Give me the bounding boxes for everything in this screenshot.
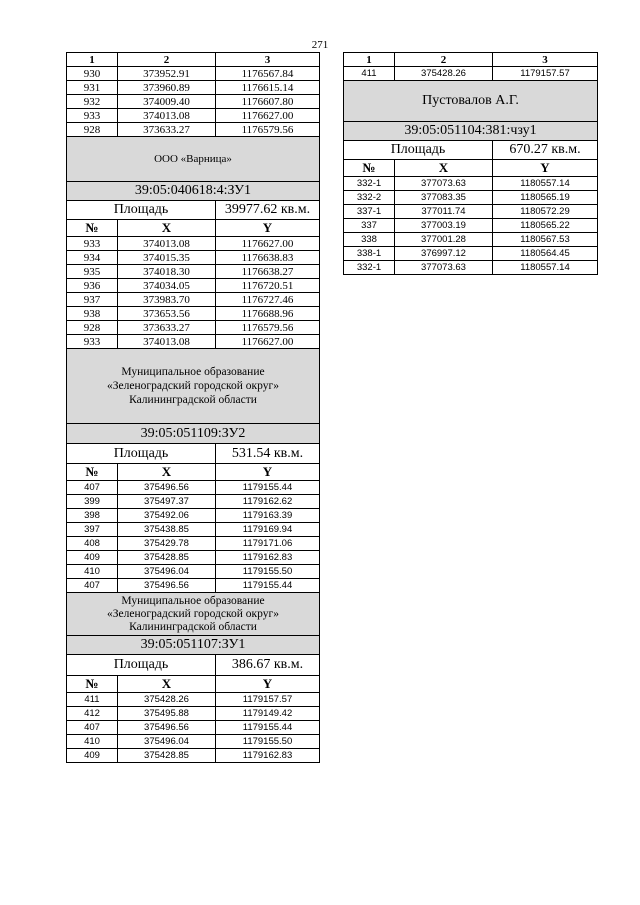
- point-number: 928: [67, 123, 118, 137]
- table-row: [67, 81, 320, 95]
- table-row: [67, 707, 320, 721]
- table-row: [67, 237, 320, 251]
- area-row: [67, 444, 320, 464]
- table-row: [67, 279, 320, 293]
- x-coordinate: 374018.30: [118, 265, 216, 279]
- table-row: [67, 67, 320, 81]
- table-row: [344, 233, 598, 247]
- cadastral-number: 39:05:040618:4:ЗУ1: [67, 182, 320, 201]
- x-coordinate: 375428.85: [118, 749, 216, 763]
- y-coordinate: 1176638.27: [216, 265, 320, 279]
- header-row: [344, 53, 598, 67]
- table-row: [67, 749, 320, 763]
- y-coordinate: 1180557.14: [493, 261, 598, 275]
- header-cell: 1: [344, 53, 395, 67]
- x-coordinate: 374034.05: [118, 279, 216, 293]
- x-coordinate: 375429.78: [118, 537, 216, 551]
- point-number: 337-1: [344, 205, 395, 219]
- table-row: [67, 523, 320, 537]
- x-coordinate: 377011.74: [395, 205, 493, 219]
- col-x: X: [118, 464, 216, 481]
- table-row: [344, 261, 598, 275]
- point-number: 408: [67, 537, 118, 551]
- table-row: [67, 495, 320, 509]
- header-cell: 2: [395, 53, 493, 67]
- y-coordinate: 1179163.39: [216, 509, 320, 523]
- area-label: Площадь: [67, 201, 216, 220]
- point-number: 338: [344, 233, 395, 247]
- point-number: 933: [67, 237, 118, 251]
- y-coordinate: 1179155.44: [216, 579, 320, 593]
- point-number: 410: [67, 565, 118, 579]
- point-number: 933: [67, 109, 118, 123]
- point-number: 398: [67, 509, 118, 523]
- col-no: №: [67, 464, 118, 481]
- table-row: [344, 219, 598, 233]
- left-coordinates-table: [66, 52, 320, 763]
- right-coordinates-table: [343, 52, 598, 275]
- owner-name: ООО «Варница»: [67, 137, 320, 182]
- point-number: 937: [67, 293, 118, 307]
- table-row: [67, 251, 320, 265]
- x-coordinate: 375497.37: [118, 495, 216, 509]
- point-number: 934: [67, 251, 118, 265]
- x-coordinate: 375438.85: [118, 523, 216, 537]
- y-coordinate: 1180557.14: [493, 177, 598, 191]
- y-coordinate: 1179157.57: [493, 67, 598, 81]
- table-row: [67, 123, 320, 137]
- y-coordinate: 1180565.22: [493, 219, 598, 233]
- table-row: [67, 721, 320, 735]
- owner-line: Калининградской области: [129, 620, 257, 633]
- y-coordinate: 1176688.96: [216, 307, 320, 321]
- header-row: [67, 53, 320, 67]
- x-coordinate: 377073.63: [395, 261, 493, 275]
- axes-row: [67, 676, 320, 693]
- point-number: 928: [67, 321, 118, 335]
- area-label: Площадь: [67, 655, 216, 676]
- x-coordinate: 373633.27: [118, 321, 216, 335]
- y-coordinate: 1179162.83: [216, 551, 320, 565]
- area-label: Площадь: [67, 444, 216, 464]
- table-row: [67, 95, 320, 109]
- y-coordinate: 1180572.29: [493, 205, 598, 219]
- y-coordinate: 1179157.57: [216, 693, 320, 707]
- table-row: [344, 67, 598, 81]
- x-coordinate: 377003.19: [395, 219, 493, 233]
- y-coordinate: 1180565.19: [493, 191, 598, 205]
- x-coordinate: 377083.35: [395, 191, 493, 205]
- x-coordinate: 373633.27: [118, 123, 216, 137]
- header-cell: 3: [216, 53, 320, 67]
- y-coordinate: 1179155.50: [216, 565, 320, 579]
- x-coordinate: 375428.26: [395, 67, 493, 81]
- y-coordinate: 1176638.83: [216, 251, 320, 265]
- x-coordinate: 375496.56: [118, 481, 216, 495]
- cadastral-number: 39:05:051107:ЗУ1: [67, 636, 320, 655]
- x-coordinate: 374009.40: [118, 95, 216, 109]
- x-coordinate: 375496.56: [118, 721, 216, 735]
- y-coordinate: 1179162.62: [216, 495, 320, 509]
- table-row: [344, 177, 598, 191]
- col-x: X: [118, 220, 216, 237]
- point-number: 930: [67, 67, 118, 81]
- table-row: [67, 321, 320, 335]
- x-coordinate: 375496.56: [118, 579, 216, 593]
- table-row: [67, 265, 320, 279]
- owner-row: [67, 349, 320, 424]
- header-cell: 2: [118, 53, 216, 67]
- point-number: 338-1: [344, 247, 395, 261]
- table-row: [344, 205, 598, 219]
- point-number: 411: [67, 693, 118, 707]
- col-no: №: [344, 160, 395, 177]
- point-number: 931: [67, 81, 118, 95]
- col-y: Y: [216, 220, 320, 237]
- owner-row: [67, 137, 320, 182]
- point-number: 936: [67, 279, 118, 293]
- point-number: 332-2: [344, 191, 395, 205]
- x-coordinate: 373653.56: [118, 307, 216, 321]
- owner-line: «Зеленоградский городской округ»: [107, 607, 279, 620]
- block2-rows: [67, 481, 320, 593]
- x-coordinate: 374013.08: [118, 237, 216, 251]
- owner-row: [344, 81, 598, 122]
- cadastral-number: 39:05:051109:ЗУ2: [67, 424, 320, 444]
- table-row: [67, 579, 320, 593]
- table-row: [67, 735, 320, 749]
- block1-rows: [67, 237, 320, 349]
- cadastral-row: [67, 424, 320, 444]
- y-coordinate: 1180564.45: [493, 247, 598, 261]
- col-x: X: [395, 160, 493, 177]
- point-number: 397: [67, 523, 118, 537]
- y-coordinate: 1176579.56: [216, 123, 320, 137]
- y-coordinate: 1176579.56: [216, 321, 320, 335]
- area-value: 386.67 кв.м.: [216, 655, 320, 676]
- x-coordinate: 375496.04: [118, 565, 216, 579]
- cadastral-row: [67, 636, 320, 655]
- cadastral-number: 39:05:051104:381:чзу1: [344, 122, 598, 141]
- x-coordinate: 374015.35: [118, 251, 216, 265]
- table-row: [67, 293, 320, 307]
- block3-rows: [67, 693, 320, 763]
- col-no: №: [67, 220, 118, 237]
- left-top-rows: [67, 67, 320, 137]
- y-coordinate: 1179171.06: [216, 537, 320, 551]
- table-row: [67, 565, 320, 579]
- table-row: [67, 109, 320, 123]
- cadastral-row: [344, 122, 598, 141]
- block1-rows: [344, 177, 598, 275]
- x-coordinate: 375496.04: [118, 735, 216, 749]
- point-number: 332-1: [344, 177, 395, 191]
- owner-line: Муниципальное образование: [121, 366, 265, 378]
- table-row: [67, 693, 320, 707]
- owner-line: «Зеленоградский городской округ»: [107, 380, 279, 392]
- point-number: 409: [67, 551, 118, 565]
- x-coordinate: 376997.12: [395, 247, 493, 261]
- owner-name: [67, 593, 320, 636]
- area-label: Площадь: [344, 141, 493, 160]
- y-coordinate: 1176720.51: [216, 279, 320, 293]
- y-coordinate: 1179155.50: [216, 735, 320, 749]
- y-coordinate: 1176627.00: [216, 335, 320, 349]
- col-no: №: [67, 676, 118, 693]
- point-number: 407: [67, 721, 118, 735]
- x-coordinate: 373983.70: [118, 293, 216, 307]
- y-coordinate: 1179155.44: [216, 481, 320, 495]
- area-row: [67, 655, 320, 676]
- x-coordinate: 373952.91: [118, 67, 216, 81]
- right-top-rows: [344, 67, 598, 81]
- table-row: [344, 247, 598, 261]
- axes-row: [67, 220, 320, 237]
- y-coordinate: 1179169.94: [216, 523, 320, 537]
- point-number: 332-1: [344, 261, 395, 275]
- table-row: [67, 537, 320, 551]
- point-number: 933: [67, 335, 118, 349]
- header-cell: 1: [67, 53, 118, 67]
- y-coordinate: 1176567.84: [216, 67, 320, 81]
- point-number: 399: [67, 495, 118, 509]
- table-row: [67, 481, 320, 495]
- point-number: 935: [67, 265, 118, 279]
- point-number: 410: [67, 735, 118, 749]
- point-number: 407: [67, 579, 118, 593]
- x-coordinate: 375428.26: [118, 693, 216, 707]
- axes-row: [344, 160, 598, 177]
- y-coordinate: 1179162.83: [216, 749, 320, 763]
- col-y: Y: [216, 464, 320, 481]
- area-value: 670.27 кв.м.: [493, 141, 598, 160]
- axes-row: [67, 464, 320, 481]
- x-coordinate: 375492.06: [118, 509, 216, 523]
- owner-name: [67, 349, 320, 424]
- table-row: [67, 509, 320, 523]
- x-coordinate: 377073.63: [395, 177, 493, 191]
- owner-name: Пустовалов А.Г.: [344, 81, 598, 122]
- header-cell: 3: [493, 53, 598, 67]
- y-coordinate: 1180567.53: [493, 233, 598, 247]
- area-value: 39977.62 кв.м.: [216, 201, 320, 220]
- y-coordinate: 1179155.44: [216, 721, 320, 735]
- point-number: 337: [344, 219, 395, 233]
- x-coordinate: 373960.89: [118, 81, 216, 95]
- area-row: [67, 201, 320, 220]
- x-coordinate: 374013.08: [118, 335, 216, 349]
- page-number: 271: [311, 39, 329, 51]
- col-x: X: [118, 676, 216, 693]
- y-coordinate: 1176627.00: [216, 237, 320, 251]
- table-row: [67, 335, 320, 349]
- table-row: [344, 191, 598, 205]
- x-coordinate: 375495.88: [118, 707, 216, 721]
- y-coordinate: 1176627.00: [216, 109, 320, 123]
- owner-line: Муниципальное образование: [121, 594, 265, 607]
- x-coordinate: 377001.28: [395, 233, 493, 247]
- table-row: [67, 307, 320, 321]
- y-coordinate: 1176607.80: [216, 95, 320, 109]
- y-coordinate: 1179149.42: [216, 707, 320, 721]
- col-y: Y: [216, 676, 320, 693]
- point-number: 932: [67, 95, 118, 109]
- owner-row: [67, 593, 320, 636]
- cadastral-row: [67, 182, 320, 201]
- table-row: [67, 551, 320, 565]
- point-number: 938: [67, 307, 118, 321]
- point-number: 409: [67, 749, 118, 763]
- col-y: Y: [493, 160, 598, 177]
- x-coordinate: 375428.85: [118, 551, 216, 565]
- point-number: 411: [344, 67, 395, 81]
- point-number: 412: [67, 707, 118, 721]
- x-coordinate: 374013.08: [118, 109, 216, 123]
- y-coordinate: 1176615.14: [216, 81, 320, 95]
- owner-line: Калининградской области: [129, 394, 257, 406]
- point-number: 407: [67, 481, 118, 495]
- y-coordinate: 1176727.46: [216, 293, 320, 307]
- area-row: [344, 141, 598, 160]
- area-value: 531.54 кв.м.: [216, 444, 320, 464]
